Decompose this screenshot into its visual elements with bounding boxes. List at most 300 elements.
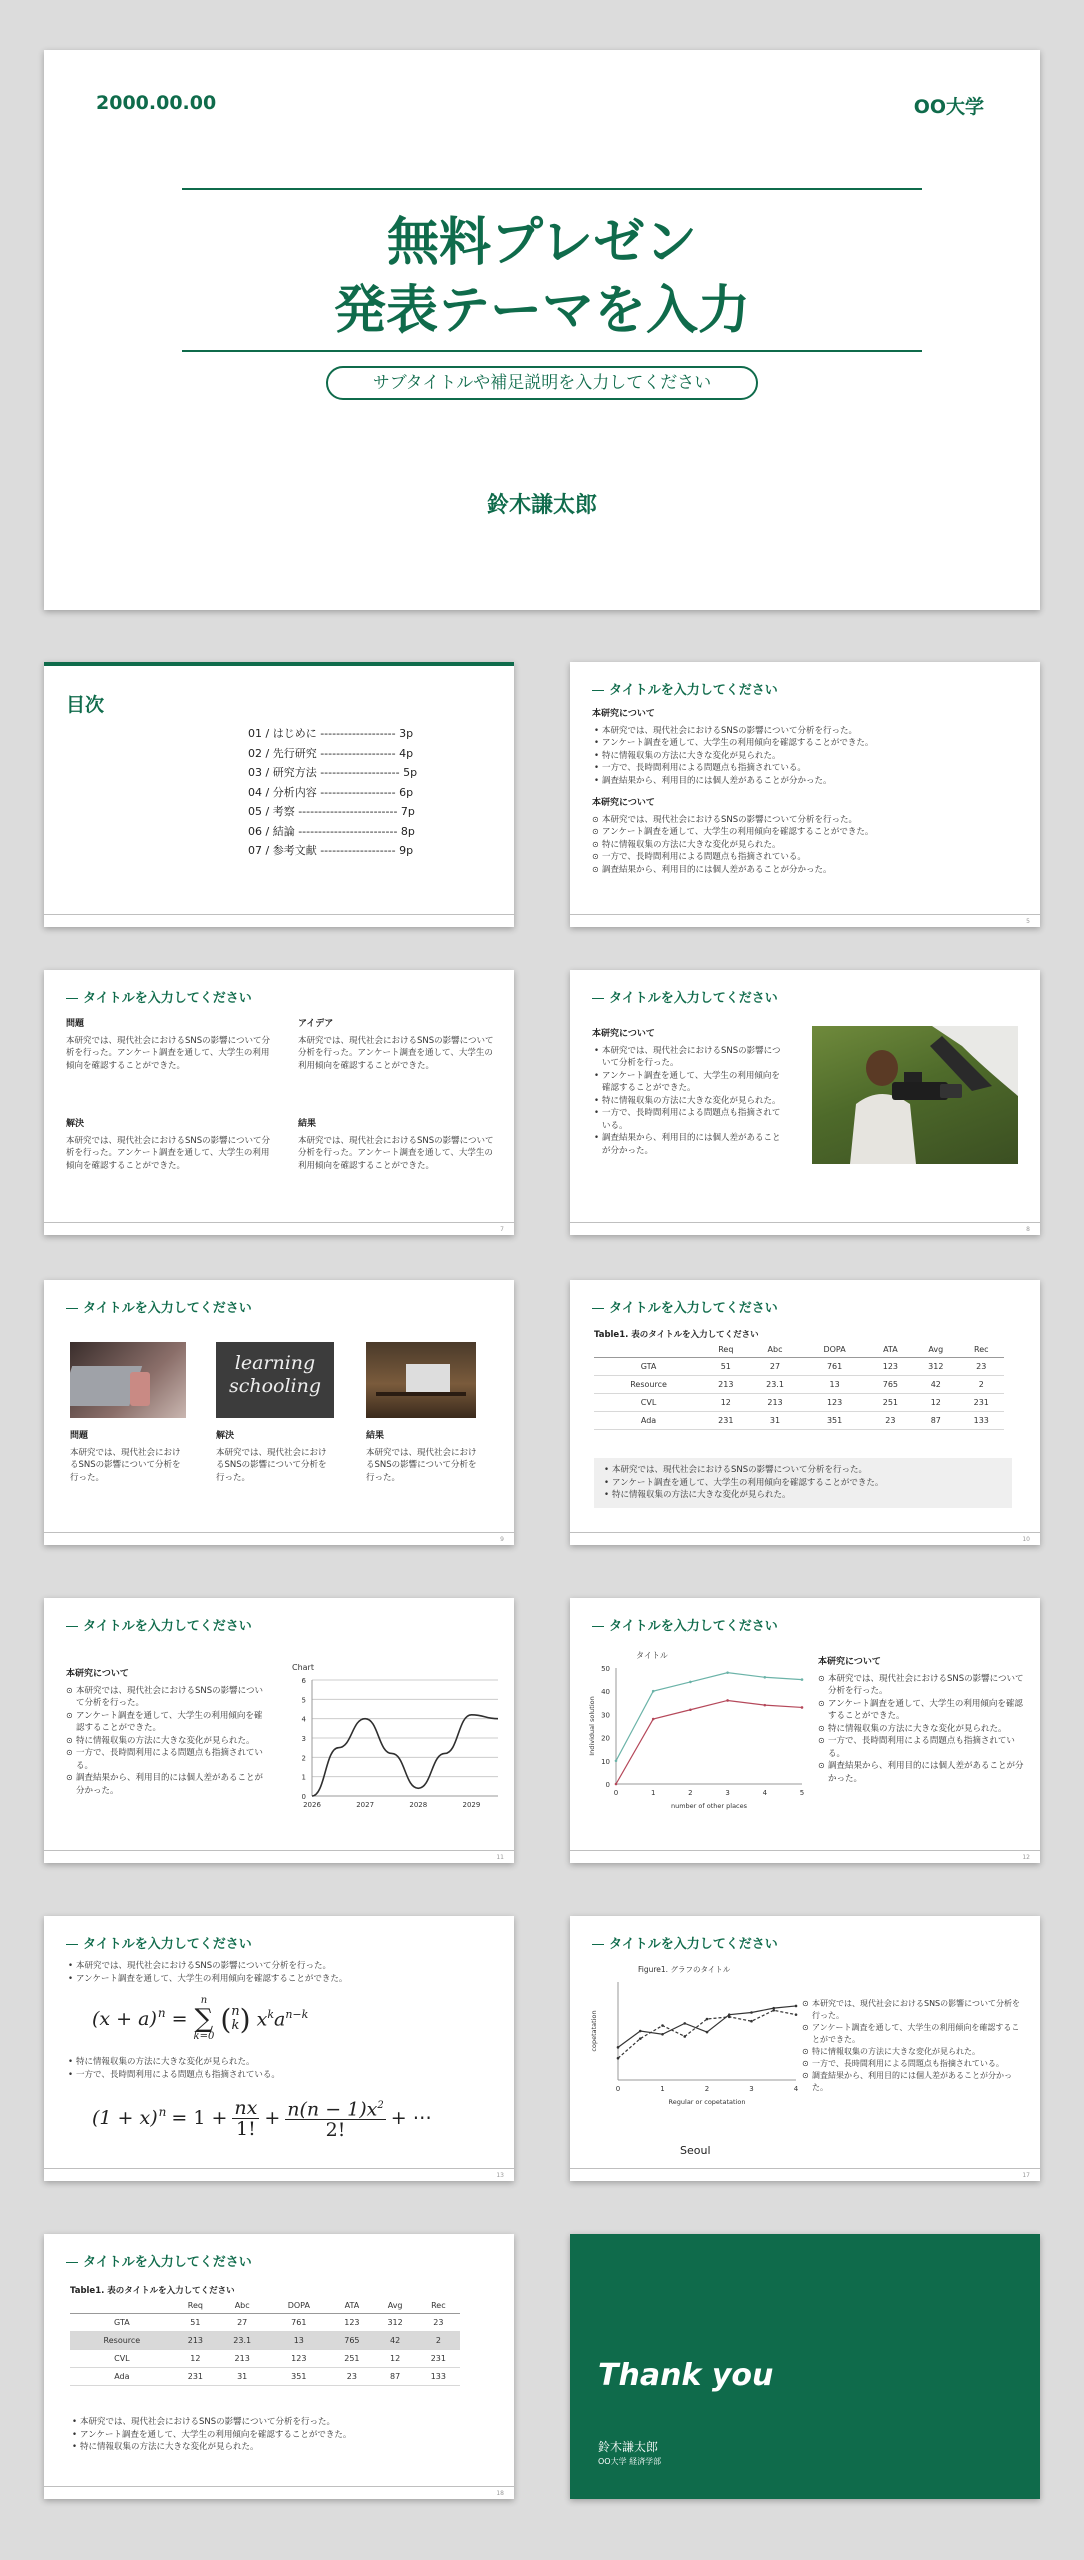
data-point [652,1690,655,1693]
slide-title: タイトルを入力してください [592,679,778,698]
bullet-item: • 一方で、長時間利用による問題点も指摘されている。 [66,2069,496,2082]
bullet-item: ⊙ 一方で、長時間利用による問題点も指摘されている。 [66,1747,270,1772]
section-heading: 本研究について [592,1029,655,1039]
table-cell: 765 [330,2332,373,2350]
block-title: 問題 [66,1019,85,1029]
bullet-item: • アンケート調査を通して、大学生の利用傾向を確認することができた。 [66,1973,496,1986]
footer-rule [44,1532,514,1533]
data-point [683,2022,686,2025]
data-point [750,2020,753,2023]
data-table [70,2298,460,2386]
table-cell: 251 [868,1394,913,1412]
table-cell: 13 [267,2332,330,2350]
y-tick-label: 40 [601,1688,610,1697]
footer-rule [44,914,514,915]
table-cell: CVL [594,1394,703,1412]
y-tick-label: 2 [301,1754,306,1763]
bullet-item: • 一方で、長時間利用による問題点も指摘されている。 [592,1107,788,1132]
table-cell: 133 [959,1412,1004,1430]
table-cell: 765 [868,1376,913,1394]
table-cell: 42 [374,2332,417,2350]
data-point [661,2033,664,2036]
bullet-item: ⊙ 一方で、長時間利用による問題点も指摘されている。 [818,1735,1024,1760]
data-point [617,2057,620,2060]
table-cell: 23.1 [749,1376,802,1394]
bullet-item: • アンケート調査を通して、大学生の利用傾向を確認することができた。 [592,737,1022,750]
bullet-item: • 特に情報収集の方法に大きな変化が見られた。 [592,1095,788,1108]
bullet-item: ⊙ 特に情報収集の方法に大きな変化が見られた。 [66,1735,270,1748]
table-cell: 51 [703,1358,748,1376]
slide-9[interactable] [44,1280,514,1545]
photo-desk [366,1342,476,1418]
bullet-item: • 本研究では、現代社会におけるSNSの影響について分析を行った。 [66,1960,496,1973]
table-cell: ATA [330,2298,373,2314]
block-idea [298,1018,498,1072]
y-tick-label: 0 [301,1793,306,1801]
y-axis-label: copetatation [590,2010,598,2052]
slide-body [592,708,1022,876]
table-cell: Avg [913,1342,958,1358]
x-tick-label: 3 [725,1789,730,1797]
bullet-item: • アンケート調査を通して、大学生の利用傾向を確認することができた。 [592,1070,788,1095]
data-point [689,1708,692,1711]
slide-title: タイトルを入力してください [592,1933,778,1952]
table-cell: Ada [70,2368,174,2386]
section-heading: 本研究について [818,1657,881,1667]
table-cell: 761 [802,1358,868,1376]
toc-item[interactable]: 06 / 結論 ------------------------- 8p [248,824,415,838]
page-number: 11 [496,1854,504,1861]
card-title: 結果 [366,1431,385,1441]
x-tick-label: 4 [762,1789,768,1797]
data-point [652,1718,655,1721]
footer-rule [570,914,1040,915]
data-point [683,2035,686,2038]
bullet-item: ⊙ アンケート調査を通して、大学生の利用傾向を確認することができた。 [66,1710,270,1735]
slide-toc[interactable] [44,662,514,927]
table-cell: 761 [267,2314,330,2332]
table-cell: 251 [330,2350,373,2368]
table-cell: 351 [267,2368,330,2386]
block-solution [66,1118,276,1172]
data-point [764,1676,767,1679]
table-cell: DOPA [802,1342,868,1358]
bullet-item: ⊙ 調査結果から、利用目的には個人差があることが分かった。 [592,864,1022,877]
bullet-item: ⊙ 一方で、長時間利用による問題点も指摘されている。 [802,2058,1024,2070]
chart-title: タイトル [636,1651,668,1660]
x-tick-label: 2 [688,1789,693,1797]
cover-date: 2000.00.00 [96,92,217,114]
slide-title: タイトルを入力してください [66,1297,252,1316]
table-cell: 12 [374,2350,417,2368]
chart-caption: Seoul [680,2144,711,2157]
toc-topbar [44,662,514,666]
bullet-item: • 調査結果から、利用目的には個人差があることが分かった。 [592,1132,788,1157]
table-cell: GTA [70,2314,174,2332]
y-tick-label: 1 [301,1773,306,1782]
bullet-item: ⊙ アンケート調査を通して、大学生の利用傾向を確認することができた。 [818,1698,1024,1723]
bullet-item: ⊙ アンケート調査を通して、大学生の利用傾向を確認することができた。 [802,2022,1024,2046]
toc-item[interactable]: 02 / 先行研究 ------------------- 4p [248,746,414,760]
series-line-1 [616,1700,802,1784]
binomial-formula: (x + a) $^n$ = n ∑ k=0 ( n k ) $x^ka^{n-k}$ [92,1995,309,2042]
table-cell: 231 [959,1394,1004,1412]
page-number: 7 [500,1226,504,1233]
table-cell: ATA [868,1342,913,1358]
table-cell: 2 [417,2332,460,2350]
block-title: アイデア [298,1019,334,1029]
table-cell: Rec [959,1342,1004,1358]
y-tick-label: 6 [301,1677,306,1685]
table-cell: 312 [913,1358,958,1376]
table-row [70,2314,460,2332]
data-point [661,2024,664,2027]
table-cell: 123 [868,1358,913,1376]
bullet-item: ⊙ 本研究では、現代社会におけるSNSの影響について分析を行った。 [818,1673,1024,1698]
x-tick-label: 2 [704,2085,710,2093]
table-cell: 12 [174,2350,217,2368]
card-solution [216,1430,334,1484]
block-problem [66,1018,276,1072]
cover-rule-top [182,188,922,190]
footer-rule [570,2168,1040,2169]
x-tick-label: 0 [613,1789,619,1797]
table-row [594,1358,1004,1376]
slide-title: タイトルを入力してください [592,1297,778,1316]
table-cell: 51 [174,2314,217,2332]
table-caption: Table1. 表のタイトルを入力してください [594,1330,759,1340]
data-table [594,1342,1004,1430]
slide-title: タイトルを入力してください [66,987,252,1006]
bullet-item: ⊙ アンケート調査を通して、大学生の利用傾向を確認することができた。 [592,826,1022,839]
table-cell: 12 [913,1394,958,1412]
table-cell: Resource [70,2332,174,2350]
table-cell: 23 [959,1358,1004,1376]
table-row [70,2368,460,2386]
slide-body [802,1998,1024,2094]
bullet-item: ⊙ 特に情報収集の方法に大きな変化が見られた。 [818,1723,1024,1736]
table-cell [70,2298,174,2314]
bullet-item: ⊙ 本研究では、現代社会におけるSNSの影響について分析を行った。 [592,814,1022,827]
bullet-item: ⊙ 本研究では、現代社会におけるSNSの影響について分析を行った。 [802,1998,1024,2022]
card-text: 本研究では、現代社会におけるSNSの影響について分析を行った。 [366,1447,477,1483]
table-cell: 351 [802,1412,868,1430]
photo-camera-operator [812,1026,1018,1164]
slide-thanks[interactable] [570,2234,1040,2499]
slide-8[interactable] [570,970,1040,1235]
y-tick-label: 50 [601,1665,610,1673]
block-text: 本研究では、現代社会におけるSNSの影響について分析を行った。アンケート調査を通して、大学生の利用傾向を確認することができた。 [298,1035,494,1071]
photo-chalkboard [216,1342,334,1418]
slide-title: タイトルを入力してください [66,1615,252,1634]
card-problem [70,1430,188,1484]
toc-item[interactable]: 01 / はじめに ------------------- 3p [248,727,414,740]
table-cell: Rec [417,2298,460,2314]
bullet-item: • 特に情報収集の方法に大きな変化が見られた。 [66,2056,496,2069]
slide-13[interactable] [44,1916,514,2181]
footer-rule [570,1532,1040,1533]
slide-body [70,2416,490,2454]
bullet-item: • アンケート調査を通して、大学生の利用傾向を確認することができた。 [70,2429,490,2442]
data-point [750,2011,753,2014]
data-point [726,1671,729,1674]
toc-title: 目次 [66,694,105,716]
footer-rule [570,1850,1040,1851]
table-cell: 23 [868,1412,913,1430]
bullet-item: • 本研究では、現代社会におけるSNSの影響について分析を行った。 [592,725,1022,738]
toc-item[interactable]: 07 / 参考文献 ------------------- 9p [248,844,414,857]
cover-rule-bottom [182,350,922,352]
page-number: 13 [496,2172,504,2179]
bullet-item: • アンケート調査を通して、大学生の利用傾向を確認することができた。 [602,1477,1004,1490]
cover-presenter: 鈴木謙太郎 [486,493,597,518]
table-cell: 133 [417,2368,460,2386]
toc-item[interactable]: 04 / 分析内容 ------------------- 6p [248,785,414,799]
x-axis-label: Regular or copetatation [668,2098,746,2106]
x-tick-label: 2028 [409,1801,428,1809]
bullet-item: • 特に情報収集の方法に大きな変化が見られた。 [602,1489,1004,1502]
note-box [594,1458,1012,1508]
bullet-item: • 特に情報収集の方法に大きな変化が見られた。 [592,750,1022,763]
table-cell: 213 [749,1394,802,1412]
data-point [617,2046,620,2049]
y-tick-label: 0 [605,1781,610,1789]
series-line-0 [616,1673,802,1761]
x-tick-label: 0 [615,2085,621,2093]
toc-item[interactable]: 03 / 研究方法 -------------------- 5p [248,766,418,779]
slide-title: タイトルを入力してください [66,1933,252,1952]
table-row [594,1376,1004,1394]
table-header-row [594,1342,1004,1358]
camera-operator-illustration [812,1026,1018,1164]
line-chart [590,1960,810,2110]
y-axis-label: Individual solution [588,1696,596,1756]
slide-body [818,1656,1024,1785]
block-title: 解決 [66,1119,85,1129]
block-text: 本研究では、現代社会におけるSNSの影響について分析を行った。アンケート調査を通して、大学生の利用傾向を確認することができた。 [66,1135,270,1171]
table-caption: Table1. 表のタイトルを入力してください [70,2286,235,2296]
slide-5[interactable] [570,662,1040,927]
photo-laptop-phone [70,1342,186,1418]
data-point [801,1678,804,1681]
cover-subtitle-pill: サブタイトルや補足説明を入力してください [326,366,758,400]
data-point [795,2013,798,2016]
footer-rule [44,1850,514,1851]
slide-title: タイトルを入力してください [592,1615,778,1634]
bullet-item: • 本研究では、現代社会におけるSNSの影響について分析を行った。 [592,1045,788,1070]
table-cell: Req [703,1342,748,1358]
slide-12[interactable] [570,1598,1040,1863]
slide-7[interactable] [44,970,514,1235]
taylor-formula: (1 + x) $^n$ = 1 + $\frac{nx}{1!}$ + $\frac{n(n - 1)x^2}{2!}$ + ⋯ [92,2096,432,2142]
bullet-item: ⊙ 調査結果から、利用目的には個人差があることが分かった。 [66,1772,270,1797]
table-cell: 312 [374,2314,417,2332]
footer-rule [44,2168,514,2169]
cover-org: OO大学 [913,96,984,118]
chalk-word-2: schooling [228,1375,322,1397]
table-cell: 123 [267,2350,330,2368]
table-cell: 27 [749,1358,802,1376]
line-chart [580,1648,810,1823]
x-tick-label: 2026 [303,1801,321,1809]
thanks-title: Thank you [598,2358,774,2393]
table-cell: 123 [802,1394,868,1412]
y-tick-label: 5 [301,1696,306,1705]
thanks-affiliation: OO大学 経済学部 [598,2457,662,2466]
thanks-name: 鈴木謙太郎 [598,2440,659,2454]
table-cell: 42 [913,1376,958,1394]
bullet-item: • 調査結果から、利用目的には個人差があることが分かった。 [592,775,1022,788]
x-tick-label: 1 [650,1789,656,1797]
table-cell: 231 [417,2350,460,2368]
cover-title-1: 無料プレゼン [387,213,697,273]
chart-title: Figure1. グラフのタイトル [638,1965,731,1974]
x-tick-label: 3 [749,2085,754,2093]
table-row [70,2350,460,2368]
section-heading: 本研究について [592,709,655,719]
table-cell: 23 [330,2368,373,2386]
table-cell: Avg [374,2298,417,2314]
table-cell: 87 [913,1412,958,1430]
table-cell: 213 [217,2350,267,2368]
block-title: 結果 [298,1119,317,1129]
y-tick-label: 30 [601,1711,610,1720]
table-cell: Abc [749,1342,802,1358]
data-point [689,1681,692,1684]
data-point [726,1699,729,1702]
bullet-item: • 特に情報収集の方法に大きな変化が見られた。 [70,2441,490,2454]
bullet-item: ⊙ 特に情報収集の方法に大きな変化が見られた。 [592,839,1022,852]
slide-10[interactable] [570,1280,1040,1545]
data-point [801,1706,804,1709]
data-point [706,2031,709,2034]
page-number: 12 [1022,1854,1030,1861]
data-point [764,1704,767,1707]
data-point [615,1760,618,1763]
slide-17[interactable] [570,1916,1040,2181]
section-heading: 本研究について [592,798,655,808]
table-cell: 31 [217,2368,267,2386]
page-number: 10 [1022,1536,1030,1543]
slide-body [66,1668,270,1797]
slide-cover[interactable] [44,50,1040,610]
table-cell: Abc [217,2298,267,2314]
table-cell: GTA [594,1358,703,1376]
x-tick-label: 1 [660,2085,665,2093]
page-number: 5 [1026,918,1030,925]
y-tick-label: 20 [601,1734,610,1743]
footer-rule [44,1222,514,1223]
slide-title: タイトルを入力してください [592,987,778,1006]
table-cell: 31 [749,1412,802,1430]
table-header-row [70,2298,460,2314]
table-cell: DOPA [267,2298,330,2314]
table-row-highlight [70,2332,460,2350]
data-point [772,2009,775,2012]
line-chart [284,1664,506,1812]
card-text: 本研究では、現代社会におけるSNSの影響について分析を行った。 [216,1447,327,1483]
chart-title: Chart [292,1664,314,1672]
toc-item[interactable]: 05 / 考察 ------------------------- 7p [248,805,415,818]
table-row [594,1394,1004,1412]
table-cell: Ada [594,1412,703,1430]
y-tick-label: 3 [301,1735,306,1743]
card-title: 解決 [216,1431,235,1441]
series-line-0 [312,1715,498,1796]
data-point [795,2005,798,2008]
table-cell: 13 [802,1376,868,1394]
chalk-word-1: learning [234,1352,316,1374]
x-tick-label: 2027 [356,1801,375,1809]
cover-title-2: 発表テーマを入力 [333,281,750,341]
x-axis-label: number of other places [670,1802,748,1810]
table-cell: 213 [174,2332,217,2350]
slide-18[interactable] [44,2234,514,2499]
slide-title: タイトルを入力してください [66,2251,252,2270]
data-point [728,2016,731,2019]
bullet-item: • 一方で、長時間利用による問題点も指摘されている。 [592,762,1022,775]
block-text: 本研究では、現代社会におけるSNSの影響について分析を行った。アンケート調査を通して、大学生の利用傾向を確認することができた。 [66,1035,270,1071]
card-text: 本研究では、現代社会におけるSNSの影響について分析を行った。 [70,1447,181,1483]
card-result [366,1430,484,1484]
page-number: 17 [1022,2172,1030,2179]
section-heading: 本研究について [66,1669,129,1679]
bullet-item: ⊙ 一方で、長時間利用による問題点も指摘されている。 [592,851,1022,864]
desk-illustration [366,1342,476,1418]
bullet-item: ⊙ 特に情報収集の方法に大きな変化が見られた。 [802,2046,1024,2058]
table-cell: 87 [374,2368,417,2386]
slide-body-top [66,1960,496,1985]
table-cell: Req [174,2298,217,2314]
data-point [639,2030,642,2033]
data-point [615,1783,618,1786]
block-result [298,1118,498,1172]
slide-body-mid [66,2056,496,2081]
x-tick-label: 5 [799,1789,805,1797]
table-cell: 2 [959,1376,1004,1394]
table-cell: 27 [217,2314,267,2332]
slide-body [592,1028,788,1157]
series-line-1 [618,2010,796,2058]
page-number: 9 [500,1536,504,1543]
bullet-item: ⊙ 調査結果から、利用目的には個人差があることが分かった。 [802,2070,1024,2094]
bullet-item: ⊙ 調査結果から、利用目的には個人差があることが分かった。 [818,1760,1024,1785]
y-tick-label: 4 [301,1715,306,1724]
data-point [706,2018,709,2021]
slide-11[interactable] [44,1598,514,1863]
table-cell: CVL [70,2350,174,2368]
page-number: 8 [1026,1226,1030,1233]
data-point [639,2037,642,2040]
table-cell: 23 [417,2314,460,2332]
table-row [594,1412,1004,1430]
y-tick-label: 10 [601,1757,610,1766]
bullet-item: ⊙ 本研究では、現代社会におけるSNSの影響について分析を行った。 [66,1685,270,1710]
x-tick-label: 4 [793,2085,799,2093]
x-tick-label: 2029 [462,1801,481,1809]
laptop-illustration [70,1342,186,1418]
table-cell: 123 [330,2314,373,2332]
table-cell: 213 [703,1376,748,1394]
table-cell: 231 [174,2368,217,2386]
table-cell [594,1342,703,1358]
card-title: 問題 [70,1431,89,1441]
block-text: 本研究では、現代社会におけるSNSの影響について分析を行った。アンケート調査を通して、大学生の利用傾向を確認することができた。 [298,1135,494,1171]
table-cell: 23.1 [217,2332,267,2350]
footer-rule [570,1222,1040,1223]
series-line-0 [618,2006,796,2047]
table-cell: Resource [594,1376,703,1394]
